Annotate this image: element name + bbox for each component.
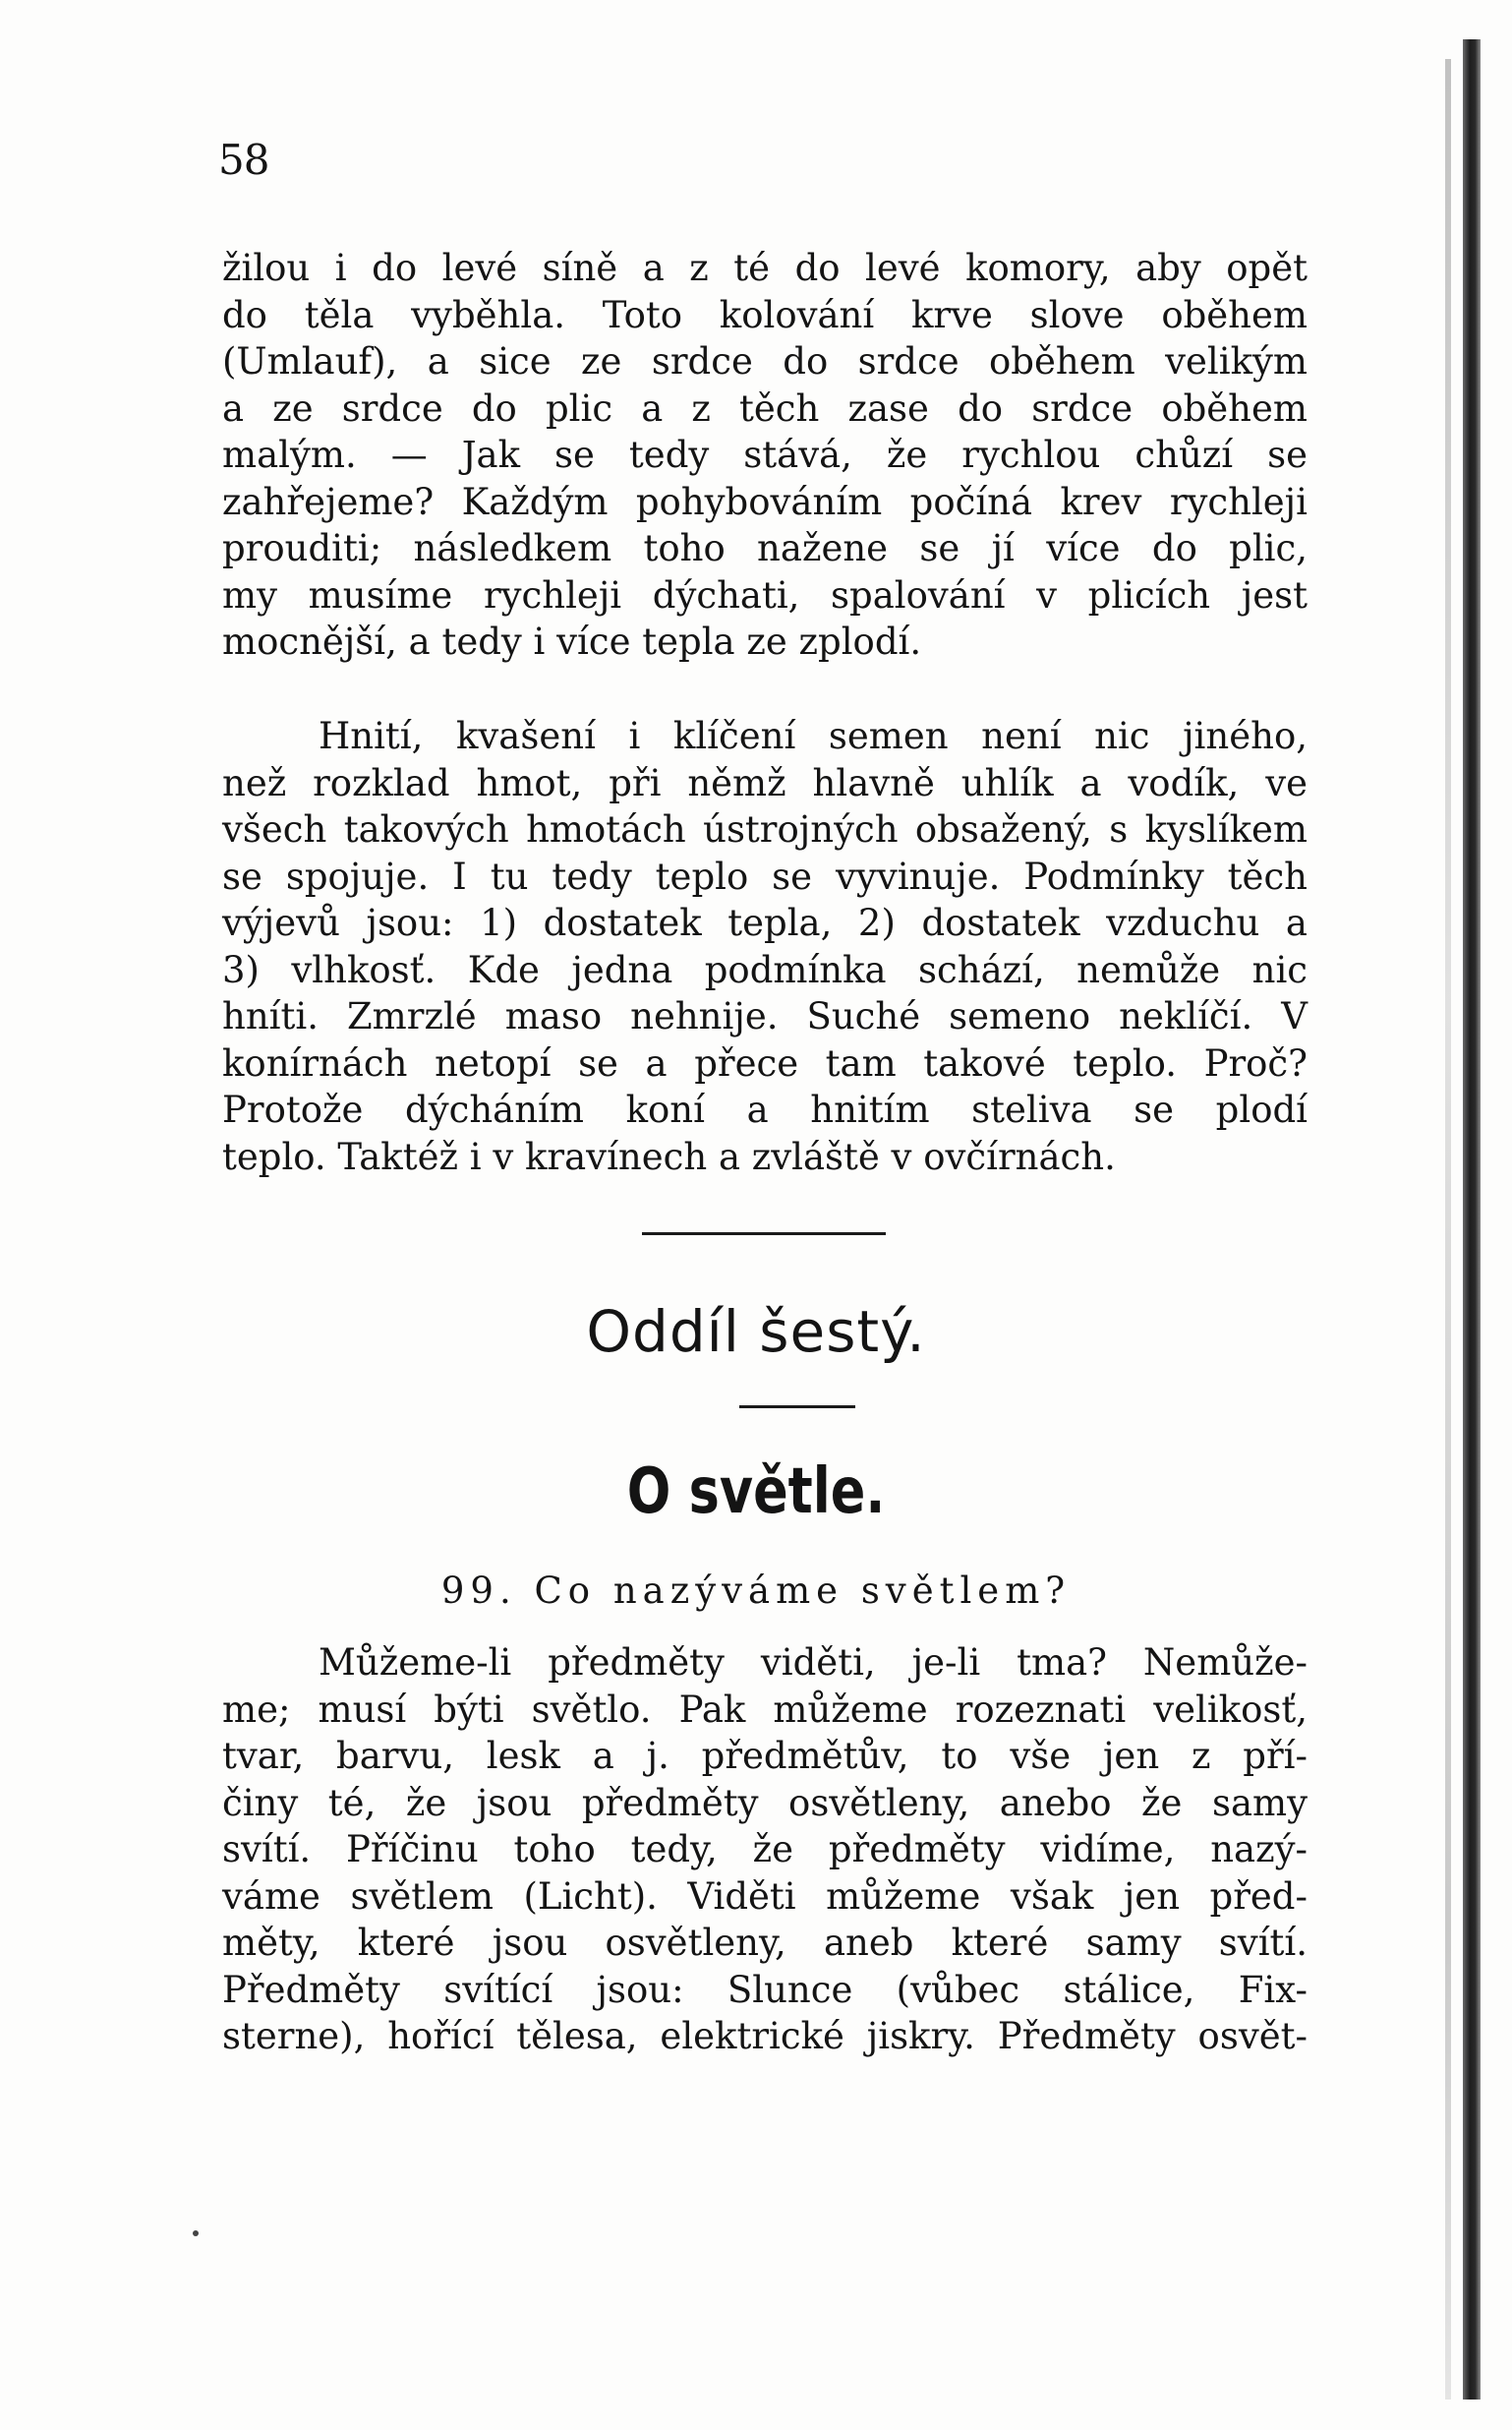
text-line: všech takových hmotách ústrojných obsažený, s kyslíkem (222, 808, 1308, 851)
print-speck (193, 2230, 199, 2236)
text-line: měty, které jsou osvětleny, aneb které samy svítí. (222, 1922, 1308, 1964)
text-line: me; musí býti světlo. Pak můžeme rozeznati velikosť, (222, 1688, 1308, 1731)
text-line: hníti. Zmrzlé maso nehnije. Suché semeno neklíčí. V (222, 995, 1308, 1037)
text-line: činy té, že jsou předměty osvětleny, anebo že samy (222, 1781, 1308, 1824)
text-line: svítí. Příčinu toho tedy, že předměty vidíme, nazý- (222, 1828, 1308, 1870)
text-line: než rozklad hmot, při němž hlavně uhlík a vodík, ve (222, 761, 1308, 804)
section-heading: Oddíl šestý. (586, 1298, 926, 1365)
page-shadow (1445, 59, 1451, 2400)
text-line: konírnách netopí se a přece tam takové teplo. Proč? (222, 1041, 1308, 1085)
paragraph-decay (222, 713, 1308, 1180)
text-line: Předměty svítící jsou: Slunce (vůbec stálice, Fix- (222, 1968, 1308, 2011)
text-line: mocnější, a tedy i více tepla ze zplodí. (222, 621, 922, 663)
text-line: Hnití, kvašení i klíčení semen není nic jiného, (319, 715, 1308, 757)
paragraph-light (222, 1639, 1308, 2060)
text-line: my musíme rychleji dýchati, spalování v plicích jest (222, 573, 1308, 617)
page-edge (1463, 39, 1481, 2400)
page-number: 58 (218, 136, 269, 184)
question-heading: 99. Co nazýváme světlem? (440, 1570, 1072, 1612)
text-line: sterne), hořící tělesa, elektrické jiskry. Předměty osvět- (222, 2015, 1308, 2057)
text-line: se spojuje. I tu tedy teplo se vyvinuje. Podmínky těch (222, 855, 1308, 898)
text-line: prouditi; následkem toho nažene se jí více do plic, (222, 527, 1308, 569)
text-line: Protože dýcháním koní a hnitím steliva se plodí (222, 1089, 1308, 1131)
text-line: výjevů jsou: 1) dostatek tepla, 2) dostatek vzduchu a (222, 902, 1308, 944)
text-line: do těla vyběhla. Toto kolování krve slove oběhem (222, 293, 1308, 336)
text-line: žilou i do levé síně a z té do levé komory, aby opět (222, 247, 1308, 289)
text-line: a ze srdce do plic a z těch zase do srdce oběhem (222, 386, 1308, 430)
text-line: 3) vlhkosť. Kde jedna podmínka schází, nemůže nic (222, 948, 1308, 991)
text-line: malým. — Jak se tedy stává, že rychlou chůzí se (222, 434, 1308, 476)
paragraph-circulation (222, 245, 1308, 666)
text-line: teplo. Taktéž i v kravínech a zvláště v ovčírnách. (222, 1135, 1116, 1178)
text-line: Můžeme-li předměty viděti, je-li tma? Nemůže- (319, 1641, 1308, 1684)
text-line: váme světlem (Licht). Viděti můžeme však jen před- (222, 1874, 1308, 1918)
text-line: zahřejeme? Každým pohybováním počíná krev rychleji (222, 480, 1308, 523)
text-line: (Umlauf), a sice ze srdce do srdce oběhem velikým (222, 340, 1308, 383)
text-line: tvar, barvu, lesk a j. předmětův, to vše jen z pří- (222, 1735, 1308, 1777)
divider-rule-short (739, 1405, 855, 1408)
chapter-title: O světle. (626, 1455, 886, 1528)
divider-rule (642, 1232, 886, 1235)
